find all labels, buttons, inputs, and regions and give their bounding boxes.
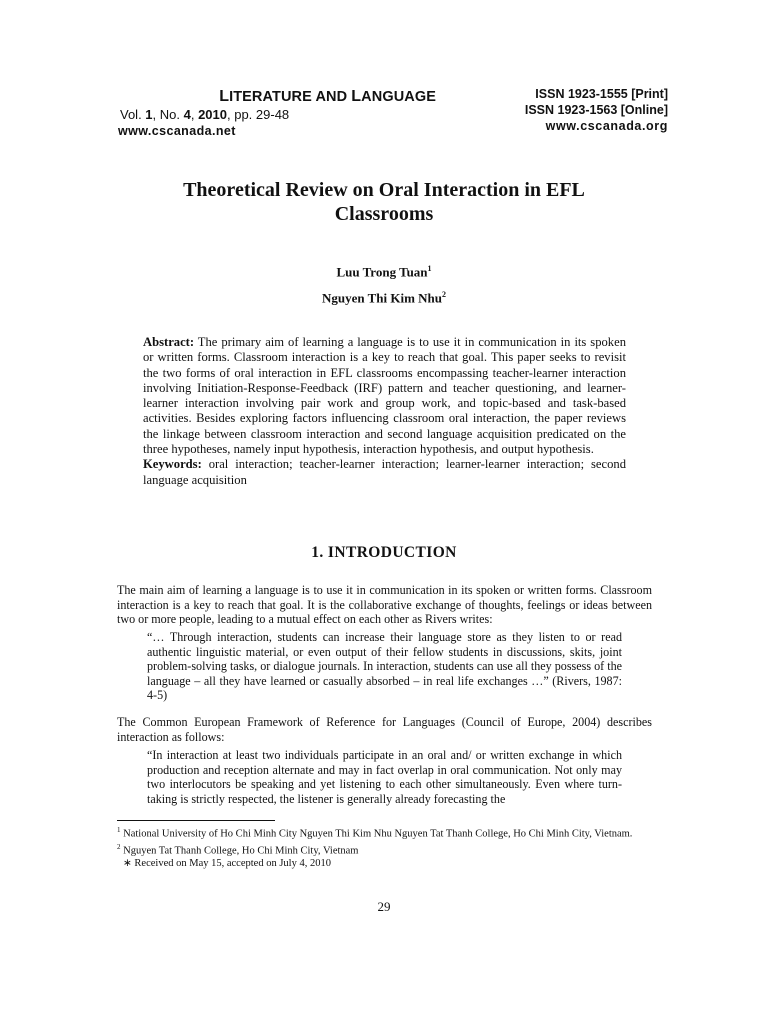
journal-website-right[interactable]: www.cscanada.org [545,119,668,133]
footnote-received: ∗ Received on May 15, accepted on July 4, 2010 [123,858,331,869]
title-line-2: Classrooms [334,203,434,225]
issue-label: , No. [152,107,184,122]
author-2 [100,283,668,309]
page-number: 29 [377,899,391,914]
vol-separator: , [190,107,199,122]
footnote-1-mark: 1 [117,826,121,834]
footnote-1-text: National University of Ho Chi Minh City Nguyen Thi Kim Nhu Nguyen Tat Thanh College, Ho Chi Minh City, Vietnam. [120,828,633,840]
vol-number: 1 [145,107,153,122]
footnote-2-mark: 2 [117,842,121,851]
footnote-1 [117,824,657,841]
title-line-1: Theoretical Review on Oral Interaction in EFL [183,179,585,201]
volume-info [118,107,448,122]
issn-print: ISSN 1923-1555 [Print] [535,87,668,101]
footnote-2-text: Nguyen Tat Thanh College, Ho Chi Minh City, Vietnam [120,845,359,856]
keywords-label: Keywords: [143,457,202,472]
issue-number: 4 [183,107,191,122]
footnote-2 [117,841,657,858]
page-range: , pp. 29-48 [227,107,290,122]
journal-title-part1: ITERATURE AND [229,89,352,105]
rivers-quote: “… Through interaction, students can increase their language store as they listen to or read authentic linguistic material, or even output of their fellow students in discussions, skits, joint problem-solving tasks, or dialogue journals. In interaction, students can use all they possess of the language – all they have learned or casually absorbed – in real life exchanges …” (Rivers, 1987: 4-5) [147,630,622,702]
author-2-footnote-mark: 2 [442,290,447,300]
author-1-name: Luu Trong Tuan [336,264,428,280]
footnote-divider [117,820,275,821]
journal-website-left[interactable]: www.cscanada.net [118,124,236,138]
journal-title-initial: L [219,88,230,105]
journal-title-initial2: L [351,88,362,105]
abstract-text: The primary aim of learning a language is to use it in communication in its spoken or written forms. Classroom interaction is a key to reach that goal. This paper seeks to revisit the two forms of oral interaction in EFL classrooms encompassing teacher-learner interaction involving Initiation-Response-Feedback (IRF) pattern and teacher questioning, and learner-learner interaction involving pair work and group work, and topic-based and task-based activities. Besides exploring factors influencing classroom oral interaction, the paper reviews the linkage between classroom interaction and second language acquisition predicated on the three hypotheses, namely input hypothesis, interaction hypothesis, and output hypothesis. [143,335,626,457]
journal-header-left [118,88,448,138]
abstract-block [143,335,626,488]
abstract-label: Abstract: [143,335,195,349]
author-1 [100,257,668,283]
intro-paragraph-2: The Common European Framework of Reference for Languages (Council of Europe, 2004) describes interaction as follows: [117,715,652,744]
author-1-footnote-mark: 1 [427,264,432,273]
section-heading-introduction: 1. INTRODUCTION [311,544,457,561]
cefr-quote: “In interaction at least two individuals participate in an oral and/ or written exchange in which production and reception alternate and may in fact overlap in oral communication. Not only may two interlocutors be speaking and yet listening to each other simultaneously. Even where turn-taking is strictly respected, the listener is generally already forecasting the [147,748,622,806]
year: 2010 [198,107,227,122]
journal-title [118,88,448,106]
vol-label: Vol. [120,107,146,122]
author-2-name: Nguyen Thi Kim Nhu [321,290,443,306]
journal-title-part2: ANGUAGE [361,89,436,105]
issn-online: ISSN 1923-1563 [Online] [524,103,668,117]
author-list [100,257,668,310]
article-title [100,178,668,226]
keywords-text: oral interaction; teacher-learner interaction; learner-learner interaction; second language acquisition [143,457,626,487]
footnotes [117,824,657,870]
intro-paragraph-1: The main aim of learning a language is to use it in communication in its spoken or written forms. Classroom interaction is a key to reach that goal. It is the collaborative exchange of thoughts, feelings or ideas between two or more people, leading to a mutual effect on each other as Rivers writes: [117,583,652,626]
journal-header-right [525,86,668,134]
